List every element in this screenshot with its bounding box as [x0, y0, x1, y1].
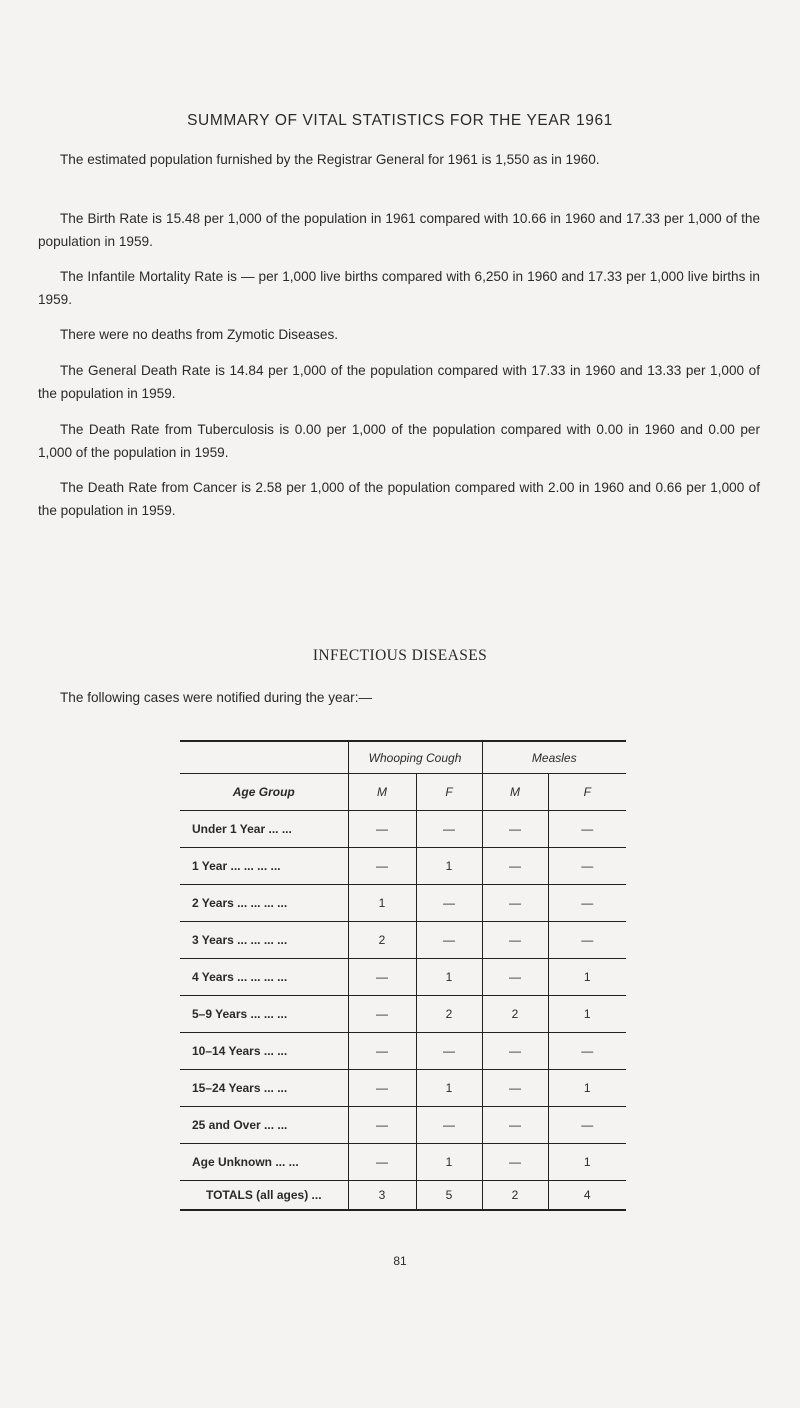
age-group-cell: 3 Years ... ... ... ... — [180, 922, 348, 959]
table-cell: — — [548, 1033, 626, 1070]
table-cell: 1 — [416, 959, 482, 996]
page-title: SUMMARY OF VITAL STATISTICS FOR THE YEAR 1961 — [187, 112, 613, 129]
table-cell: — — [416, 1107, 482, 1144]
table-cell: — — [416, 1033, 482, 1070]
table-column-header-row — [180, 774, 626, 811]
table-cell: — — [482, 811, 548, 848]
paragraph-tuberculosis: The Death Rate from Tuberculosis is 0.00 per 1,000 of the population compared with 0.00 in 1960 and 0.00 per 1,000 of the population in 1959. — [38, 422, 760, 460]
column-header-whooping-cough-female: F — [416, 774, 482, 811]
column-header-measles-female: F — [548, 774, 626, 811]
table-cell: 1 — [548, 1070, 626, 1107]
table-cell: — — [482, 848, 548, 885]
table-cell: — — [548, 885, 626, 922]
column-header-age-group: Age Group — [180, 774, 348, 811]
table-cell: — — [482, 959, 548, 996]
paragraph-population: The estimated population furnished by the Registrar General for 1961 is 1,550 as in 1960. — [60, 152, 600, 167]
table-cell: — — [482, 1070, 548, 1107]
table-header-blank — [180, 741, 348, 774]
age-group-cell: Age Unknown ... ... — [180, 1144, 348, 1181]
total-measles-male: 2 — [482, 1181, 548, 1211]
infectious-diseases-table — [180, 740, 626, 1211]
table-row — [180, 1033, 626, 1070]
column-header-measles-male: M — [482, 774, 548, 811]
table-cell: — — [348, 811, 416, 848]
totals-label: TOTALS (all ages) ... — [180, 1181, 348, 1211]
table-row — [180, 811, 626, 848]
table-row — [180, 885, 626, 922]
table-cell: — — [482, 1107, 548, 1144]
paragraph-infantile-mortality: The Infantile Mortality Rate is — per 1,000 live births compared with 6,250 in 1960 and 17.33 per 1,000 live births in 1959. — [38, 269, 760, 307]
age-group-cell: 10–14 Years ... ... — [180, 1033, 348, 1070]
table-row — [180, 1144, 626, 1181]
table-cell: — — [548, 922, 626, 959]
table-cell: — — [348, 1033, 416, 1070]
paragraph-cancer: The Death Rate from Cancer is 2.58 per 1,000 of the population compared with 2.00 in 1960 and 0.66 per 1,000 of the population in 1959. — [38, 480, 760, 518]
table-cell: — — [482, 1033, 548, 1070]
table-cell: — — [348, 1144, 416, 1181]
page-number: 81 — [393, 1254, 407, 1268]
table-row — [180, 922, 626, 959]
table-cell: — — [482, 885, 548, 922]
table-cell: 1 — [416, 1070, 482, 1107]
age-group-cell: 15–24 Years ... ... — [180, 1070, 348, 1107]
table-row — [180, 1070, 626, 1107]
table-row — [180, 1107, 626, 1144]
total-whooping-cough-male: 3 — [348, 1181, 416, 1211]
age-group-cell: 1 Year ... ... ... ... — [180, 848, 348, 885]
table-cell: — — [548, 848, 626, 885]
group-header-measles: Measles — [482, 741, 626, 774]
table-cell: — — [548, 811, 626, 848]
table-cell: — — [348, 848, 416, 885]
age-group-cell: 2 Years ... ... ... ... — [180, 885, 348, 922]
age-group-cell: Under 1 Year ... ... — [180, 811, 348, 848]
table-cell: — — [482, 922, 548, 959]
table-cell: — — [348, 1107, 416, 1144]
table-cell: — — [416, 811, 482, 848]
paragraph-general-death-rate: The General Death Rate is 14.84 per 1,000 of the population compared with 17.33 in 1960 and 13.33 per 1,000 of the population in 1959. — [38, 363, 760, 401]
table-row — [180, 848, 626, 885]
table-cell: 1 — [348, 885, 416, 922]
table-cell: 1 — [548, 959, 626, 996]
table-row — [180, 996, 626, 1033]
table-cell: 1 — [416, 848, 482, 885]
age-group-cell: 25 and Over ... ... — [180, 1107, 348, 1144]
table-cell: 1 — [548, 1144, 626, 1181]
group-header-whooping-cough: Whooping Cough — [348, 741, 482, 774]
table-cell: — — [348, 996, 416, 1033]
table-group-header-row — [180, 741, 626, 774]
age-group-cell: 4 Years ... ... ... ... — [180, 959, 348, 996]
table-cell: — — [416, 885, 482, 922]
table-cell: 2 — [416, 996, 482, 1033]
paragraph-birth-rate: The Birth Rate is 15.48 per 1,000 of the population in 1961 compared with 10.66 in 1960 and 17.33 per 1,000 of the population in 1959. — [38, 211, 760, 249]
section-title: INFECTIOUS DISEASES — [312, 647, 488, 664]
age-group-cell: 5–9 Years ... ... ... — [180, 996, 348, 1033]
table-cell: 1 — [548, 996, 626, 1033]
table-cell: — — [482, 1144, 548, 1181]
table-cell: 1 — [416, 1144, 482, 1181]
table-cell: — — [416, 922, 482, 959]
table-cell: 2 — [348, 922, 416, 959]
table-cell: 2 — [482, 996, 548, 1033]
table-totals-row — [180, 1181, 626, 1211]
table-cell: — — [348, 1070, 416, 1107]
column-header-whooping-cough-male: M — [348, 774, 416, 811]
total-whooping-cough-female: 5 — [416, 1181, 482, 1211]
table-cell: — — [548, 1107, 626, 1144]
total-measles-female: 4 — [548, 1181, 626, 1211]
section-intro: The following cases were notified during the year:— — [60, 690, 373, 705]
table-cell: — — [348, 959, 416, 996]
table-row — [180, 959, 626, 996]
paragraph-zymotic: There were no deaths from Zymotic Diseases. — [60, 327, 339, 342]
